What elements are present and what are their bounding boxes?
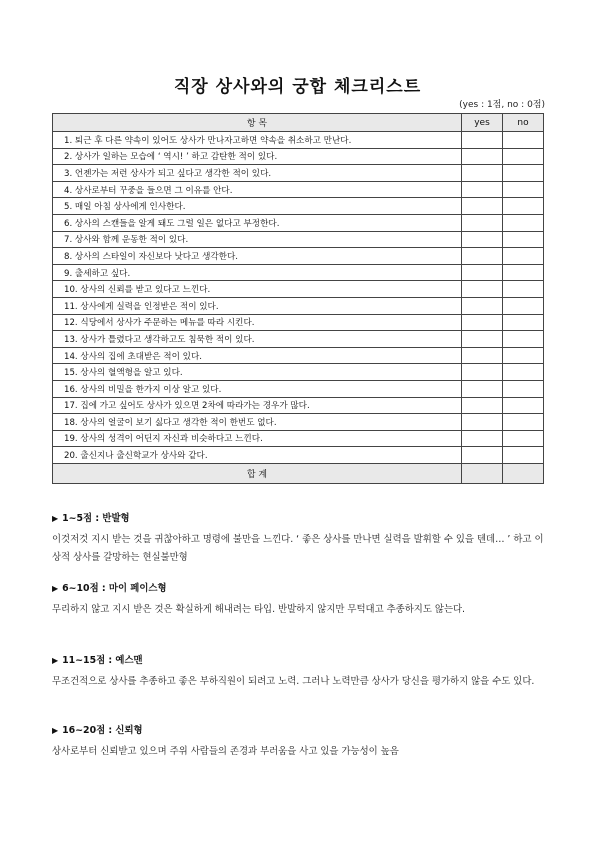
no-cell[interactable] — [503, 198, 544, 215]
table-row — [53, 314, 544, 331]
result-section — [52, 722, 547, 761]
table-row — [53, 297, 544, 314]
document-title: 직장 상사와의 궁합 체크리스트 — [173, 77, 422, 97]
total-no-cell[interactable] — [503, 463, 544, 483]
table-row — [53, 447, 544, 464]
no-cell[interactable] — [503, 297, 544, 314]
checklist-item: 11. 상사에게 실력을 인정받은 적이 있다. — [53, 297, 462, 314]
yes-cell[interactable] — [462, 132, 503, 149]
result-description: 상사로부터 신뢰받고 있으며 주위 사람들의 존경과 부러움을 사고 있을 가능성이 높음 — [52, 746, 399, 757]
total-yes-cell[interactable] — [462, 463, 503, 483]
table-row — [53, 347, 544, 364]
checklist-item: 10. 상사의 신뢰를 받고 있다고 느낀다. — [53, 281, 462, 298]
no-cell[interactable] — [503, 397, 544, 414]
no-cell[interactable] — [503, 165, 544, 182]
checklist-item: 6. 상사의 스캔들을 알게 돼도 그럴 일은 없다고 부정한다. — [53, 214, 462, 231]
checklist-item: 16. 상사의 비밀을 한가지 이상 알고 있다. — [53, 380, 462, 397]
no-cell[interactable] — [503, 347, 544, 364]
no-cell[interactable] — [503, 281, 544, 298]
no-cell[interactable] — [503, 364, 544, 381]
no-cell[interactable] — [503, 314, 544, 331]
yes-cell[interactable] — [462, 331, 503, 348]
yes-cell[interactable] — [462, 198, 503, 215]
table-row — [53, 165, 544, 182]
checklist-item: 20. 출신지나 출신학교가 상사와 같다. — [53, 447, 462, 464]
checklist-item: 4. 상사로부터 꾸중을 들으면 그 이유를 안다. — [53, 181, 462, 198]
result-section — [52, 580, 547, 619]
table-row — [53, 380, 544, 397]
yes-cell[interactable] — [462, 248, 503, 265]
total-label: 합 계 — [53, 463, 462, 483]
no-cell[interactable] — [503, 380, 544, 397]
triangle-bullet-icon: ▶ — [52, 726, 59, 735]
checklist-item: 13. 상사가 틀렸다고 생각하고도 침묵한 적이 있다. — [53, 331, 462, 348]
table-row — [53, 331, 544, 348]
table-row — [53, 198, 544, 215]
yes-cell[interactable] — [462, 447, 503, 464]
no-cell[interactable] — [503, 248, 544, 265]
header-item: 항 목 — [53, 114, 462, 132]
yes-cell[interactable] — [462, 165, 503, 182]
table-row — [53, 264, 544, 281]
no-cell[interactable] — [503, 331, 544, 348]
table-row — [53, 364, 544, 381]
header-yes: yes — [462, 114, 503, 132]
yes-cell[interactable] — [462, 314, 503, 331]
checklist-item: 14. 상사의 집에 초대받은 적이 있다. — [53, 347, 462, 364]
yes-cell[interactable] — [462, 281, 503, 298]
no-cell[interactable] — [503, 264, 544, 281]
result-heading: 1~5점 : 반발형 — [62, 513, 130, 524]
result-heading: 16~20점 : 신뢰형 — [62, 725, 143, 736]
result-section — [52, 652, 547, 691]
triangle-bullet-icon: ▶ — [52, 656, 59, 665]
checklist-item: 5. 매일 아침 상사에게 인사한다. — [53, 198, 462, 215]
checklist-table — [52, 113, 544, 484]
yes-cell[interactable] — [462, 414, 503, 431]
result-description: 무조건적으로 상사를 추종하고 좋은 부하직원이 되려고 노력. 그러나 노력만큼 상사가 당신을 평가하지 않을 수도 있다. — [52, 676, 535, 687]
triangle-bullet-icon: ▶ — [52, 514, 59, 523]
table-row — [53, 248, 544, 265]
checklist-item: 8. 상사의 스타일이 자신보다 낫다고 생각한다. — [53, 248, 462, 265]
yes-cell[interactable] — [462, 264, 503, 281]
yes-cell[interactable] — [462, 231, 503, 248]
table-row — [53, 281, 544, 298]
yes-cell[interactable] — [462, 181, 503, 198]
no-cell[interactable] — [503, 447, 544, 464]
no-cell[interactable] — [503, 148, 544, 165]
yes-cell[interactable] — [462, 214, 503, 231]
checklist-item: 15. 상사의 혈액형을 알고 있다. — [53, 364, 462, 381]
no-cell[interactable] — [503, 414, 544, 431]
yes-cell[interactable] — [462, 380, 503, 397]
yes-cell[interactable] — [462, 347, 503, 364]
table-row — [53, 414, 544, 431]
yes-cell[interactable] — [462, 297, 503, 314]
total-row — [53, 463, 544, 483]
checklist-item: 17. 집에 가고 싶어도 상사가 있으면 2차에 따라가는 경우가 많다. — [53, 397, 462, 414]
table-row — [53, 132, 544, 149]
checklist-item: 2. 상사가 일하는 모습에 ‘ 역시! ’ 하고 감탄한 적이 있다. — [53, 148, 462, 165]
scoring-note: (yes : 1점, no : 0점) — [459, 100, 545, 110]
table-row — [53, 231, 544, 248]
result-section — [52, 510, 547, 567]
table-row — [53, 214, 544, 231]
yes-cell[interactable] — [462, 148, 503, 165]
result-description: 무리하지 않고 지시 받은 것은 확실하게 해내려는 타입. 반발하지 않지만 무턱대고 추종하지도 않는다. — [52, 604, 466, 615]
no-cell[interactable] — [503, 181, 544, 198]
checklist-item: 7. 상사와 함께 운동한 적이 있다. — [53, 231, 462, 248]
checklist-item: 9. 출세하고 싶다. — [53, 264, 462, 281]
yes-cell[interactable] — [462, 364, 503, 381]
checklist-item: 3. 언젠가는 저런 상사가 되고 싶다고 생각한 적이 있다. — [53, 165, 462, 182]
result-description: 이것저것 지시 받는 것을 귀찮아하고 명령에 불만을 느낀다. ‘ 좋은 상사를 만나면 실력을 발휘할 수 있을 텐데… ’ 하고 이상적 상사를 갈망하는 현실불만형 — [52, 534, 544, 563]
no-cell[interactable] — [503, 430, 544, 447]
result-heading: 11~15점 : 예스맨 — [62, 655, 143, 666]
table-row — [53, 430, 544, 447]
no-cell[interactable] — [503, 214, 544, 231]
table-row — [53, 397, 544, 414]
header-no: no — [503, 114, 544, 132]
triangle-bullet-icon: ▶ — [52, 584, 59, 593]
table-row — [53, 148, 544, 165]
table-row — [53, 181, 544, 198]
no-cell[interactable] — [503, 231, 544, 248]
checklist-item: 19. 상사의 성격이 어딘지 자신과 비슷하다고 느낀다. — [53, 430, 462, 447]
no-cell[interactable] — [503, 132, 544, 149]
yes-cell[interactable] — [462, 430, 503, 447]
checklist-item: 18. 상사의 얼굴이 보기 싫다고 생각한 적이 한번도 없다. — [53, 414, 462, 431]
table-header-row — [53, 114, 544, 132]
checklist-item: 1. 퇴근 후 다른 약속이 있어도 상사가 만나자고하면 약속을 취소하고 만난다. — [53, 132, 462, 149]
checklist-item: 12. 식당에서 상사가 주문하는 메뉴를 따라 시킨다. — [53, 314, 462, 331]
result-heading: 6~10점 : 마이 페이스형 — [62, 583, 167, 594]
yes-cell[interactable] — [462, 397, 503, 414]
